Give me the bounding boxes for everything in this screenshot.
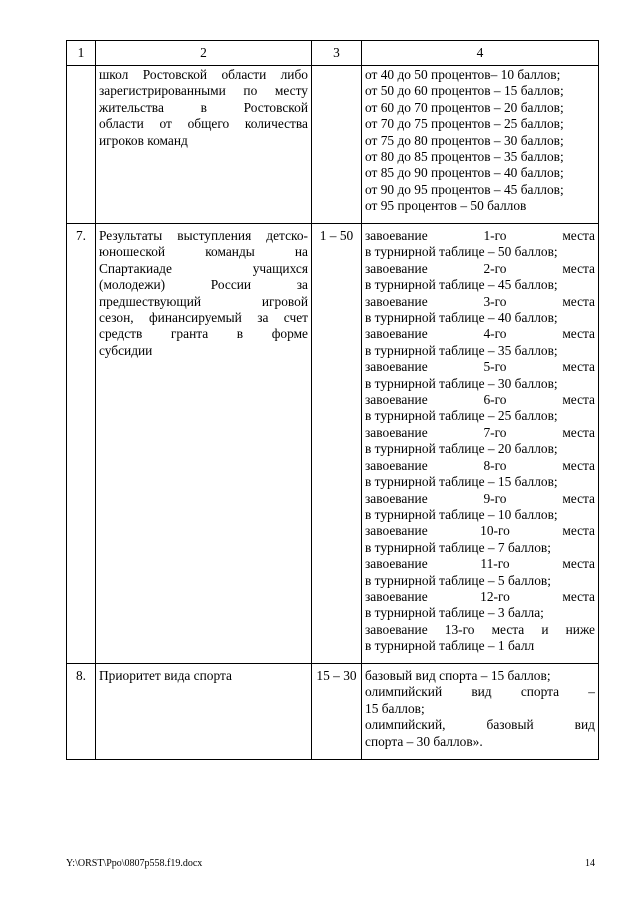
- criterion-line: Приоритет вида спорта: [99, 668, 232, 683]
- scale-line: от 90 до 95 процентов – 45 баллов;: [365, 181, 564, 197]
- scale-line: завоевание 11-го места: [365, 556, 595, 572]
- scale-cell: [362, 224, 599, 664]
- scale-line: спорта – 30 баллов».: [365, 733, 483, 749]
- criterion-line: школ Ростовской области либо: [99, 67, 308, 82]
- scale-line: от 85 до 90 процентов – 40 баллов;: [365, 165, 564, 181]
- criterion-line: Спартакиаде учащихся: [99, 260, 308, 276]
- scale-line: завоевание 3-го места: [365, 293, 595, 309]
- scale-line: завоевание 7-го места: [365, 424, 595, 440]
- criteria-table: [66, 40, 599, 760]
- scale-line: в турнирной таблице – 7 баллов;: [365, 539, 551, 555]
- criterion-line: средств гранта в форме: [99, 326, 308, 342]
- scale-line: в турнирной таблице – 1 балл: [365, 638, 535, 654]
- criterion-line: юношеской команды на: [99, 244, 308, 260]
- scale-line: завоевание 12-го места: [365, 588, 595, 604]
- scale-line: в турнирной таблице – 20 баллов;: [365, 441, 558, 457]
- scale-line: в турнирной таблице – 50 баллов;: [365, 244, 558, 260]
- row-number: 7.: [67, 224, 96, 664]
- criterion-line: субсидии: [99, 342, 153, 358]
- criterion-line: области от общего количества: [99, 116, 308, 132]
- scale-line: в турнирной таблице – 15 баллов;: [365, 474, 558, 490]
- criterion-line: (молодежи) России за: [99, 277, 308, 293]
- criterion-line: игроков команд: [99, 132, 188, 148]
- criterion-line: зарегистрированными по месту: [99, 83, 308, 99]
- scale-line: завоевание 5-го места: [365, 359, 595, 375]
- scale-cell: [362, 664, 599, 760]
- scale-line: в турнирной таблице – 45 баллов;: [365, 277, 558, 293]
- scale-line: завоевание 1-го места: [365, 228, 595, 243]
- header-cell-4: 4: [362, 41, 599, 66]
- scale-line: в турнирной таблице – 3 балла;: [365, 605, 544, 621]
- scale-line: завоевание 10-го места: [365, 523, 595, 539]
- table-header-row: [67, 41, 599, 66]
- scale-line: в турнирной таблице – 10 баллов;: [365, 506, 558, 522]
- scale-line: базовый вид спорта – 15 баллов;: [365, 668, 551, 683]
- table-row-7: [67, 224, 599, 664]
- points-cell: 1 – 50: [312, 224, 362, 664]
- scale-line: в турнирной таблице – 35 баллов;: [365, 342, 558, 358]
- scale-line: от 70 до 75 процентов – 25 баллов;: [365, 116, 564, 132]
- criterion-line: сезон, финансируемый за счет: [99, 310, 308, 326]
- criterion-line: Результаты выступления детско-: [99, 228, 308, 243]
- scale-line: завоевание 2-го места: [365, 260, 595, 276]
- criterion-cell: [96, 224, 312, 664]
- scale-line: от 50 до 60 процентов – 15 баллов;: [365, 83, 564, 99]
- criterion-line: предшествующий игровой: [99, 293, 308, 309]
- scale-line: завоевание 13-го места и ниже: [365, 621, 595, 637]
- scale-line: в турнирной таблице – 25 баллов;: [365, 408, 558, 424]
- header-cell-1: 1: [67, 41, 96, 66]
- scale-line: от 75 до 80 процентов – 30 баллов;: [365, 132, 564, 148]
- table-row-8: [67, 664, 599, 760]
- scale-line: от 80 до 85 процентов – 35 баллов;: [365, 149, 564, 165]
- points-cell: [312, 66, 362, 224]
- scale-line: 15 баллов;: [365, 700, 425, 716]
- header-cell-3: 3: [312, 41, 362, 66]
- scale-line: от 60 до 70 процентов – 20 баллов;: [365, 99, 564, 115]
- number-cell: [67, 66, 96, 224]
- scale-line: в турнирной таблице – 30 баллов;: [365, 375, 558, 391]
- criterion-line: жительства в Ростовской: [99, 99, 308, 115]
- header-cell-2: 2: [96, 41, 312, 66]
- scale-cell: [362, 66, 599, 224]
- scale-line: олимпийский, базовый вид: [365, 717, 595, 733]
- criterion-cell: [96, 664, 312, 760]
- scale-line: в турнирной таблице – 40 баллов;: [365, 310, 558, 326]
- scale-line: завоевание 9-го места: [365, 490, 595, 506]
- page-number: 14: [585, 858, 595, 869]
- table-row-continuation: [67, 66, 599, 224]
- points-cell: 15 – 30: [312, 664, 362, 760]
- criterion-cell: [96, 66, 312, 224]
- scale-line: от 95 процентов – 50 баллов: [365, 198, 527, 214]
- footer-file-path: Y:\ORST\Ppo\0807p558.f19.docx: [66, 858, 203, 869]
- scale-line: завоевание 8-го места: [365, 457, 595, 473]
- scale-line: олимпийский вид спорта –: [365, 684, 595, 700]
- scale-line: от 40 до 50 процентов– 10 баллов;: [365, 67, 561, 82]
- scale-line: завоевание 4-го места: [365, 326, 595, 342]
- row-number: 8.: [67, 664, 96, 760]
- scale-line: в турнирной таблице – 5 баллов;: [365, 572, 551, 588]
- scale-line: завоевание 6-го места: [365, 392, 595, 408]
